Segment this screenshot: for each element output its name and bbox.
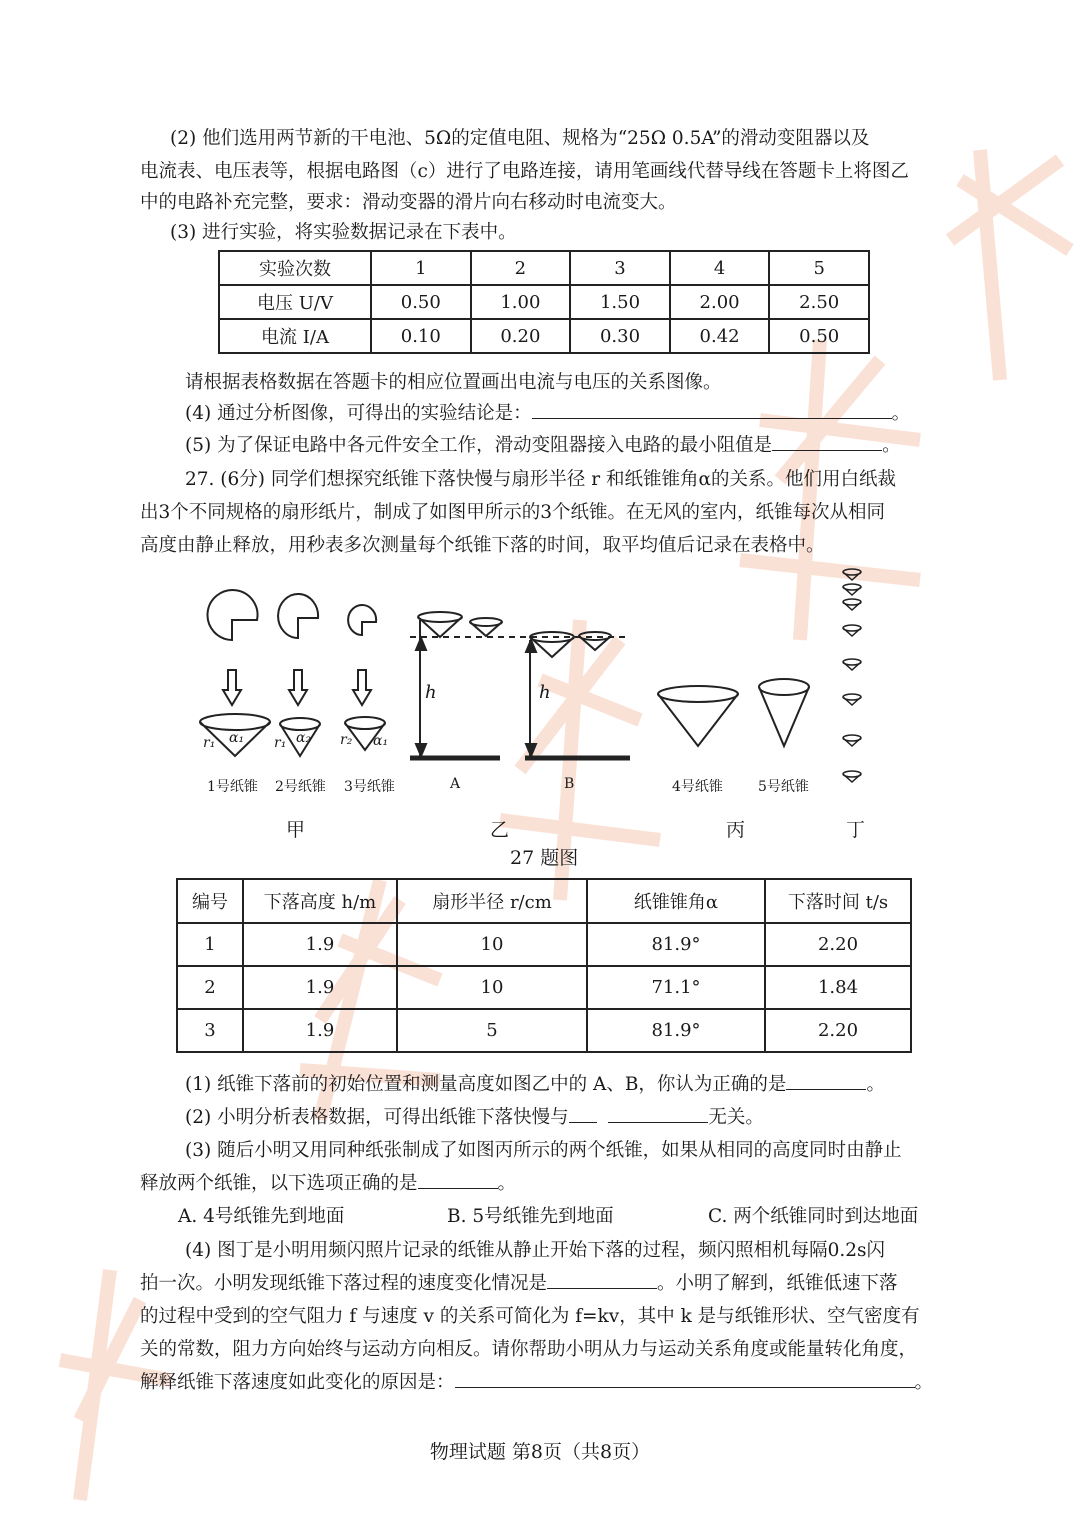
table-cell: 电流 I/A bbox=[219, 319, 371, 353]
q27-part3-line2: 释放两个纸锥，以下选项正确的是 。 bbox=[140, 1167, 950, 1201]
option-b: B. 5号纸锥先到地面 bbox=[447, 1206, 614, 1227]
cone-label-5: 5号纸锥 bbox=[758, 779, 809, 795]
table-cell: 81.9° bbox=[587, 1009, 765, 1052]
panel-b-label: B bbox=[564, 776, 575, 792]
cone-label-3: 3号纸锥 bbox=[344, 779, 395, 795]
q27-part2-tail: 无关。 bbox=[708, 1107, 764, 1128]
q27-part1: (1) 纸锥下落前的初始位置和测量高度如图乙中的 A、B，你认为正确的是 。 bbox=[185, 1068, 995, 1102]
part-jia: 甲 bbox=[286, 819, 306, 841]
q26-part2-line3: 中的电路补充完整，要求：滑动变器的滑片向右移动时电流变大。 bbox=[140, 192, 677, 213]
table-cell: 5 bbox=[769, 251, 869, 285]
cone-mark-r: r₁ bbox=[203, 735, 216, 751]
part-ding: 丁 bbox=[846, 819, 866, 841]
cone-label-1: 1号纸锥 bbox=[207, 779, 258, 795]
sector-disk-1 bbox=[208, 590, 258, 640]
part-bing: 丙 bbox=[726, 819, 746, 841]
table-cell: 0.20 bbox=[471, 319, 571, 353]
table-cell: 2.20 bbox=[765, 1009, 911, 1052]
table-row bbox=[219, 319, 869, 353]
q27-part4-line1: (4) 图丁是小明用频闪照片记录的纸锥从静止开始下落的过程，频闪照相机每隔0.2s闪 bbox=[185, 1240, 886, 1261]
sector-disk-3 bbox=[348, 605, 376, 635]
cone-mark-alpha: α₁ bbox=[229, 730, 245, 746]
q27-part2-text: (2) 小明分析表格数据，可得出纸锥下落快慢与 bbox=[185, 1107, 569, 1128]
q27-part4-line5: 解释纸锥下落速度如此变化的原因是： 。 bbox=[140, 1366, 950, 1400]
table-cell: 1 bbox=[371, 251, 471, 285]
table-header-row bbox=[177, 879, 911, 923]
cone-label-4: 4号纸锥 bbox=[672, 779, 723, 795]
q27-intro-line2: 出3个不同规格的扇形纸片，制成了如图甲所示的3个纸锥。在无风的室内，纸锥每次从相同 bbox=[140, 502, 886, 523]
table-cell: 2.50 bbox=[769, 285, 869, 319]
table-row bbox=[177, 1009, 911, 1052]
table-cell: 1.50 bbox=[570, 285, 670, 319]
q27-part1-text: (1) 纸锥下落前的初始位置和测量高度如图乙中的 A、B，你认为正确的是 bbox=[185, 1074, 787, 1095]
table-cell: 0.50 bbox=[371, 285, 471, 319]
q26-data-table bbox=[218, 250, 870, 354]
table-row bbox=[177, 923, 911, 966]
table-cell: 0.42 bbox=[670, 319, 770, 353]
option-c: C. 两个纸锥同时到达地面 bbox=[708, 1206, 919, 1227]
q27-intro-line1: 27. (6分) 同学们想探究纸锥下落快慢与扇形半径 r 和纸锥锥角α的关系。他们用白纸裁 bbox=[185, 469, 896, 490]
table-row bbox=[177, 966, 911, 1009]
table-cell: 纸锥锥角α bbox=[587, 879, 765, 923]
table-cell: 电压 U/V bbox=[219, 285, 371, 319]
table-cell: 2 bbox=[177, 966, 243, 1009]
table-cell: 0.10 bbox=[371, 319, 471, 353]
q26-part4-text: (4) 通过分析图像，可得出的实验结论是： bbox=[185, 403, 532, 424]
table-cell: 71.1° bbox=[587, 966, 765, 1009]
q26-part2-line1: (2) 他们选用两节新的干电池、5Ω的定值电阻、规格为“25Ω 0.5A”的滑动变阻器以及 bbox=[170, 128, 870, 149]
cone-mark-r: r₂ bbox=[340, 732, 353, 748]
table-cell: 1.9 bbox=[243, 923, 397, 966]
table-cell: 扇形半径 r/cm bbox=[397, 879, 587, 923]
table-cell: 81.9° bbox=[587, 923, 765, 966]
answer-blank[interactable] bbox=[608, 1104, 708, 1123]
table-cell: 2.20 bbox=[765, 923, 911, 966]
q27-part2 bbox=[185, 1101, 995, 1135]
table-cell: 0.50 bbox=[769, 319, 869, 353]
table-cell: 2 bbox=[471, 251, 571, 285]
q27-intro-line3: 高度由静止释放，用秒表多次测量每个纸锥下落的时间，取平均值后记录在表格中。 bbox=[140, 535, 825, 556]
q27-part3-line1: (3) 随后小明又用同种纸张制成了如图丙所示的两个纸锥，如果从相同的高度同时由静止 bbox=[185, 1140, 902, 1161]
q26-part5-text: (5) 为了保证电路中各元件安全工作，滑动变阻器接入电路的最小阻值是 bbox=[185, 435, 773, 456]
table-cell: 4 bbox=[670, 251, 770, 285]
answer-blank[interactable] bbox=[455, 1369, 915, 1388]
q27-part4-text: 解释纸锥下落速度如此变化的原因是： bbox=[140, 1372, 455, 1393]
cone-label-2: 2号纸锥 bbox=[275, 779, 326, 795]
table-cell: 下落高度 h/m bbox=[243, 879, 397, 923]
figure-caption: 27 题图 bbox=[510, 847, 579, 869]
table-cell: 下落时间 t/s bbox=[765, 879, 911, 923]
q27-part4-tail: 。小明了解到，纸锥低速下落 bbox=[657, 1273, 898, 1294]
page-footer: 物理试题 第8页（共8页） bbox=[429, 1441, 651, 1463]
q27-part4-line3: 的过程中受到的空气阻力 f 与速度 v 的关系可简化为 f=kv，其中 k 是与纸锥形状、空气密度有 bbox=[140, 1306, 920, 1327]
table-cell: 2.00 bbox=[670, 285, 770, 319]
table-cell: 10 bbox=[397, 923, 587, 966]
table-cell: 1.9 bbox=[243, 966, 397, 1009]
q27-part4-line2 bbox=[140, 1267, 950, 1301]
table-cell: 10 bbox=[397, 966, 587, 1009]
cone-mark-alpha: α₁ bbox=[373, 733, 389, 749]
answer-blank[interactable] bbox=[418, 1170, 498, 1189]
height-label-b: h bbox=[539, 682, 551, 703]
sector-disk-2 bbox=[278, 594, 318, 638]
table-cell: 编号 bbox=[177, 879, 243, 923]
answer-blank[interactable] bbox=[532, 400, 892, 419]
q26-part2-line2: 电流表、电压表等，根据电路图（c）进行了电路连接，请用笔画线代替导线在答题卡上将图乙 bbox=[140, 161, 909, 182]
q27-part3-text: 释放两个纸锥，以下选项正确的是 bbox=[140, 1173, 418, 1194]
table-cell: 1 bbox=[177, 923, 243, 966]
table-cell: 1.84 bbox=[765, 966, 911, 1009]
table-cell: 1.9 bbox=[243, 1009, 397, 1052]
table-cell: 3 bbox=[570, 251, 670, 285]
q26-part5: (5) 为了保证电路中各元件安全工作，滑动变阻器接入电路的最小阻值是 。 bbox=[185, 429, 995, 463]
table-cell: 3 bbox=[177, 1009, 243, 1052]
answer-blank[interactable] bbox=[772, 432, 882, 451]
option-a: A. 4号纸锥先到地面 bbox=[178, 1206, 345, 1227]
part-yi: 乙 bbox=[490, 819, 510, 841]
q26-part3: (3) 进行实验，将实验数据记录在下表中。 bbox=[170, 222, 517, 243]
q26-part4: (4) 通过分析图像，可得出的实验结论是： 。 bbox=[185, 397, 995, 431]
table-cell: 5 bbox=[397, 1009, 587, 1052]
height-label-a: h bbox=[425, 682, 437, 703]
answer-blank[interactable] bbox=[547, 1270, 657, 1289]
table-cell: 0.30 bbox=[570, 319, 670, 353]
q26-after-table: 请根据表格数据在答题卡的相应位置画出电流与电压的关系图像。 bbox=[185, 372, 722, 393]
table-cell: 1.00 bbox=[471, 285, 571, 319]
table-header-row bbox=[219, 251, 869, 285]
table-cell: 实验次数 bbox=[219, 251, 371, 285]
q27-part4-line4: 关的常数，阻力方向始终与运动方向相反。请你帮助小明从力与运动关系角度或能量转化角度， bbox=[140, 1339, 918, 1360]
q27-part4-text: 拍一次。小明发现纸锥下落过程的速度变化情况是 bbox=[140, 1273, 548, 1294]
cone-mark-alpha: α₂ bbox=[296, 730, 312, 746]
cone-mark-r: r₁ bbox=[274, 735, 287, 751]
panel-a-label: A bbox=[450, 776, 461, 792]
table-row bbox=[219, 285, 869, 319]
answer-blank[interactable] bbox=[569, 1104, 597, 1123]
answer-blank[interactable] bbox=[786, 1071, 866, 1090]
q27-data-table bbox=[176, 878, 912, 1053]
